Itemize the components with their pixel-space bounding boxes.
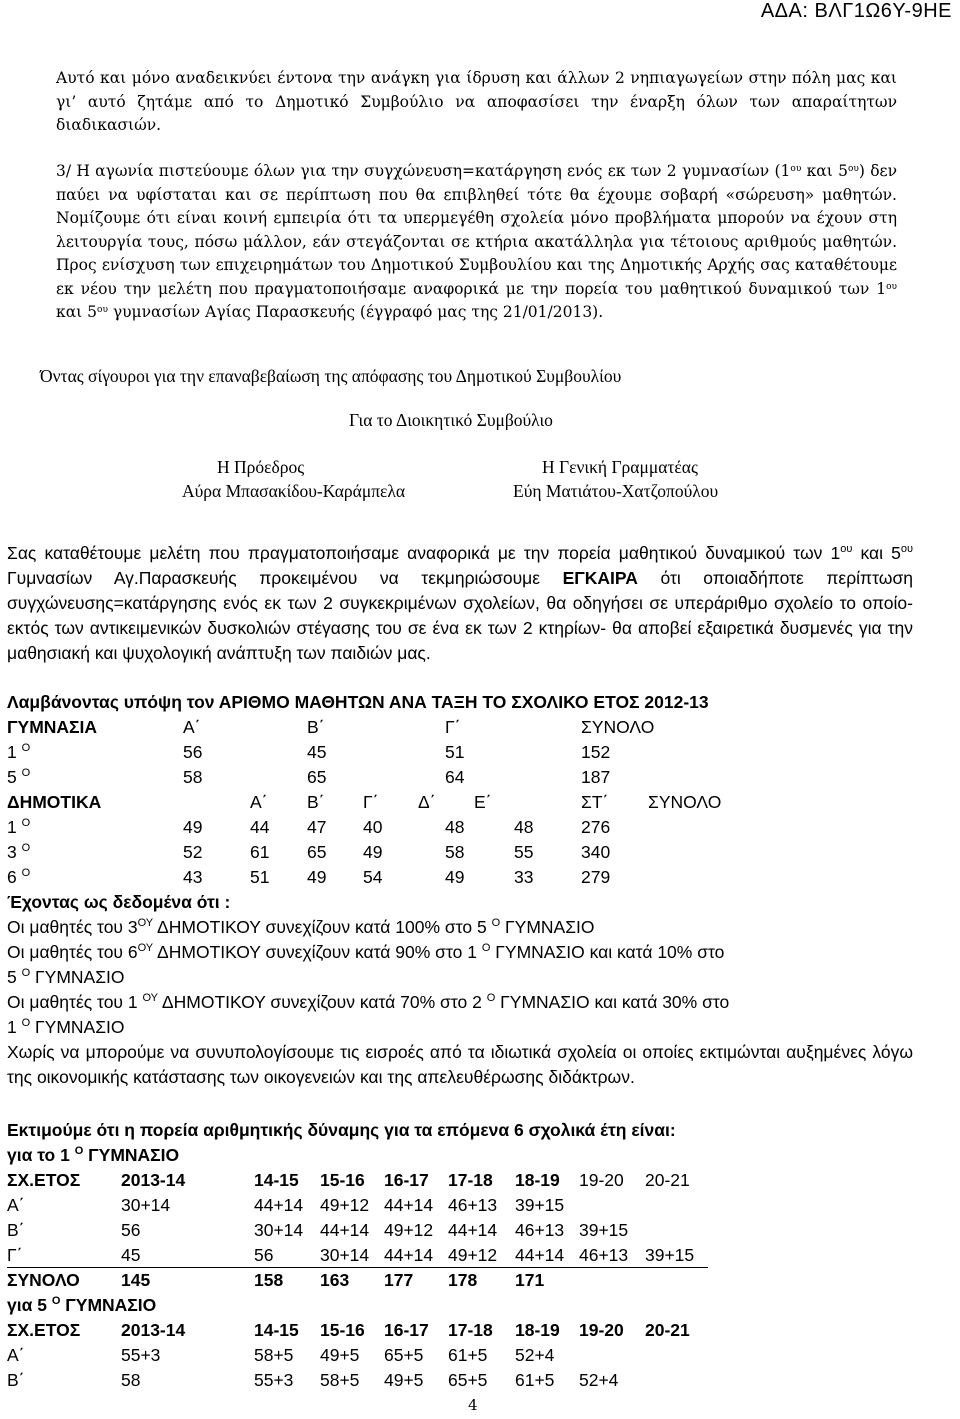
forecast5-row: Β΄ 58 55+3 58+5 49+5 65+5 61+5 52+4 <box>7 1370 619 1390</box>
given-heading: Έχοντας ως δεδομένα ότι : <box>7 892 231 912</box>
confirmation-line: Όντας σίγουροι για την επαναβεβαίωση της απόφασης του Δημοτικού Συμβουλίου <box>40 366 622 386</box>
secretary-title: Η Γενική Γραμματέας <box>542 457 698 477</box>
secretary-name: Εύη Ματιάτου-Χατζοπούλου <box>513 481 719 501</box>
paragraph-kindergarten: Αυτό και μόνο αναδεικνύει έντονα την ανάγκη για ίδρυση και άλλων 2 νηπιαγωγείων στην πόλη μας και γι’ αυτό ζητάμε από το Δημοτικό Συμβούλιο να αποφασίσει την έναρξη όλων των απαραίτητων διαδικασιών. <box>56 69 897 134</box>
board-line: Για το Διοικητικό Συμβούλιο <box>349 410 553 430</box>
forecast5-title: για 5 $^O$ ΓΥΜΝΑΣΙΟ <box>7 1295 157 1315</box>
forecast5-row: Α΄ 55+3 58+5 49+5 65+5 61+5 52+4 <box>7 1345 555 1365</box>
study-paragraph: Σας καταθέτουμε μελέτη που πραγματοποιήσαμε αναφορικά με την πορεία μαθητικού δυναμικού των $1^{o\upsilon}$ και $5^{o\upsilon}$ Γυμνασίων Αγ.Παρασκευής προκειμένου να τεκμηριώσουμε ΕΓΚΑΙΡΑ ότι οποιαδήποτε περίπτωση συγχώνευσης=κατάργησης ενός εκ των 2 συγκεκριμένων σχολείων, θα οδηγήσει σε υπεράριθμο σχολείο το οποίο-εκτός των αντικειμενικών δυσκολιών στέγασης του σε ένα εκ των 2 κτηρίων- θα αποβεί εξαιρετικά δυσμενές για την μαθησιακή και ψυχολογική ανάπτυξη των παιδιών μας. <box>7 543 913 663</box>
president-name: Αύρα Μπασακίδου-Καράμπελα <box>182 481 406 501</box>
private-schools-note: Χωρίς να μπορούμε να συνυπολογίσουμε τις εισροές από τα ιδιωτικά σχολεία οι οποίες εκτιμώνται αυξημένες λόγω της οικονομικής κατάστασης των οικογενειών και της απελευθέρωσης διδάκτρων. <box>7 1042 913 1087</box>
forecast1-row: Γ΄ 45 56 30+14 44+14 49+12 44+14 46+13 39+15 <box>7 1245 695 1265</box>
forecast1-header: ΣΧ.ΕΤΟΣ 2013-14 14-15 15-16 16-17 17-18 18-19 19-20 20-21 <box>7 1170 690 1190</box>
prim-table-header: ΔΗΜΟΤΙΚΑ Α΄ Β΄ Γ΄ Δ΄ Ε΄ ΣΤ΄ ΣΥΝΟΛΟ <box>7 792 722 812</box>
prim-table-row: 6 $^O$ 43 51 49 54 49 33 279 <box>7 867 611 887</box>
given-line-cont: 1 $^O$ ΓΥΜΝΑΣΙΟ <box>7 1017 125 1037</box>
prim-table-row: 1 $^O$ 49 44 47 40 48 48 276 <box>7 817 611 837</box>
forecast1-total: ΣΥΝΟΛΟ 145 158 163 177 178 171 <box>7 1270 545 1290</box>
given-line: Οι μαθητές του $6^{O\Upsilon}$ ΔΗΜΟΤΙΚΟΥ συνεχίζουν κατά 90% στο 1 $^O$ ΓΥΜΝΑΣΙΟ και κατά 10% στο <box>7 942 725 962</box>
forecast1-row: Α΄ 30+14 44+14 49+12 44+14 46+13 39+15 <box>7 1195 565 1215</box>
given-line: Οι μαθητές του 1 $^{O\Upsilon}$ ΔΗΜΟΤΙΚΟΥ συνεχίζουν κατά 70% στο 2 $^O$ ΓΥΜΝΑΣΙΟ και κατά 30% στο <box>7 992 730 1012</box>
forecast5-header: ΣΧ.ΕΤΟΣ 2013-14 14-15 15-16 16-17 17-18 18-19 19-20 20-21 <box>7 1320 690 1340</box>
gym-table-row: 5 $^O$ 58 65 64 187 <box>7 767 611 787</box>
page-number: 4 <box>468 1396 478 1414</box>
forecast1-title: για το 1 $^O$ ΓΥΜΝΑΣΙΟ <box>7 1145 180 1165</box>
given-line-cont: 5 $^O$ ΓΥΜΝΑΣΙΟ <box>7 967 125 987</box>
paragraph-gymnasium-merger: 3/ Η αγωνία πιστεύουμε όλων για την συγχώνευση=κατάργηση ενός εκ των 2 γυμνασίων ($1^{o\upsilon}$ και $5^{o\upsilon}$) δεν παύει να υφίσταται και σε περίπτωση που θα επιβληθεί τότε θα έχουμε σοβαρή «σώρευση» μαθητών. Νομίζουμε ότι είναι κοινή εμπειρία ότι τα υπερμεγέθη σχολεία μόνο προβλήματα μπορούν να έχουν στη λειτουργία τους, πόσω μάλλον, εάν στεγάζονται σε κτήρια ακατάλληλα για τέτοιους αριθμούς μαθητών. Προς ενίσχυση των επιχειρημάτων του Δημοτικού Συμβουλίου και της Δημοτικής Αρχής σας καταθέτουμε εκ νέου την μελέτη που πραγματοποιήσαμε αναφορικά με την πορεία του μαθητικού δυναμικού των $1^{o\upsilon}$ και $5^{o\upsilon}$ γυμνασίων Αγίας Παρασκευής (έγγραφό μας της 21/01/2013). <box>56 162 897 321</box>
forecast1-row: Β΄ 56 30+14 44+14 49+12 44+14 46+13 39+15 <box>7 1220 629 1240</box>
prim-table-row: 3 $^O$ 52 61 65 49 58 55 340 <box>7 842 611 862</box>
students-heading: Λαμβάνοντας υπόψη τον ΑΡΙΘΜΟ ΜΑΘΗΤΩΝ ΑΝΑ ΤΑΞΗ ΤΟ ΣΧΟΛΙΚΟ ΕΤΟΣ 2012-13 <box>7 692 709 712</box>
gym-table-row: 1 $^O$ 56 45 51 152 <box>7 742 611 762</box>
ada-code: ΑΔΑ: ΒΛΓ1Ω6Υ-9ΗΕ <box>760 0 952 22</box>
given-line: Οι μαθητές του $3^{O\Upsilon}$ ΔΗΜΟΤΙΚΟΥ συνεχίζουν κατά 100% στο 5 $^O$ ΓΥΜΝΑΣΙΟ <box>7 917 595 937</box>
estimate-heading: Εκτιμούμε ότι η πορεία αριθμητικής δύναμης για τα επόμενα 6 σχολικά έτη είναι: <box>7 1120 676 1140</box>
gym-table-header: ΓΥΜΝΑΣΙΑ Α΄ Β΄ Γ΄ ΣΥΝΟΛΟ <box>7 717 655 737</box>
president-title: Η Πρόεδρος <box>217 457 305 477</box>
